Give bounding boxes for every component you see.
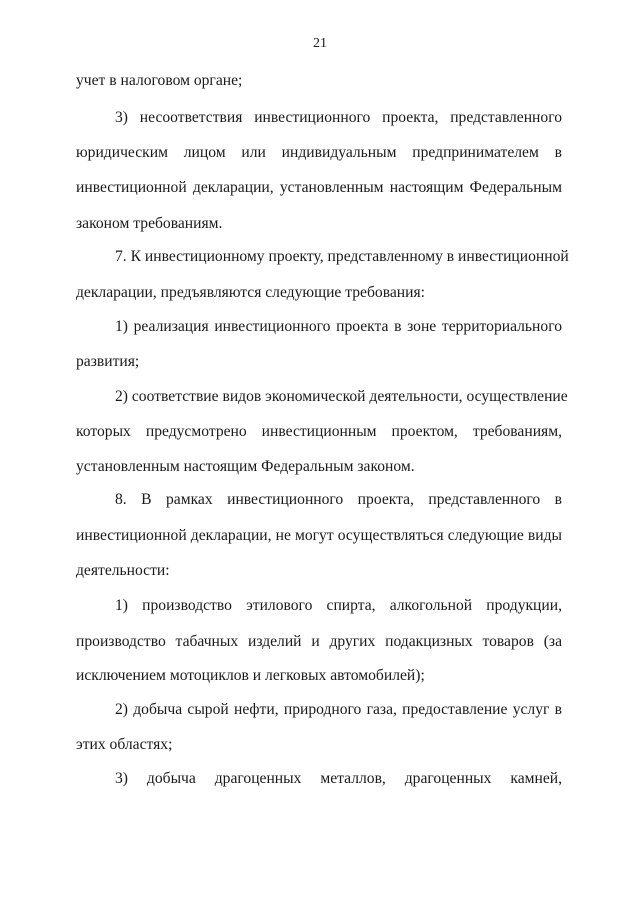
text-line: законом требованиям. [76, 215, 223, 232]
text-line: этих областях; [76, 736, 173, 753]
text-line: 1) реализация инвестиционного проекта в зоне территориального [115, 318, 562, 335]
text-line: инвестиционной декларации, не могут осуществляться следующие виды [76, 527, 562, 544]
text-line: декларации, предъявляются следующие требования: [76, 284, 425, 301]
text-line: которых предусмотрено инвестиционным проектом, требованиям, [76, 423, 562, 440]
text-line: 7. К инвестиционному проекту, представленному в инвестиционной [115, 248, 569, 265]
text-line: 3) добыча драгоценных металлов, драгоценных камней, [115, 770, 562, 787]
text-line: производство табачных изделий и других подакцизных товаров (за [76, 633, 562, 650]
text-line: юридическим лицом или индивидуальным предпринимателем в [76, 144, 562, 161]
text-line: установленным настоящим Федеральным законом. [76, 458, 415, 475]
text-line: инвестиционной декларации, установленным настоящим Федеральным [76, 179, 562, 196]
text-line: 8. В рамках инвестиционного проекта, представленного в [115, 491, 562, 508]
text-line: 3) несоответствия инвестиционного проекта, представленного [115, 109, 562, 126]
page-number: 21 [313, 36, 327, 51]
text-line: деятельности: [76, 562, 170, 579]
text-line: 2) соответствие видов экономической деятельности, осуществление [115, 388, 568, 405]
text-line: развития; [76, 353, 140, 370]
text-line: 1) производство этилового спирта, алкогольной продукции, [115, 597, 562, 614]
text-line: исключением мотоциклов и легковых автомобилей); [76, 667, 425, 684]
text-line: 2) добыча сырой нефти, природного газа, предоставление услуг в [115, 701, 562, 718]
text-line: учет в налоговом органе; [76, 72, 243, 89]
